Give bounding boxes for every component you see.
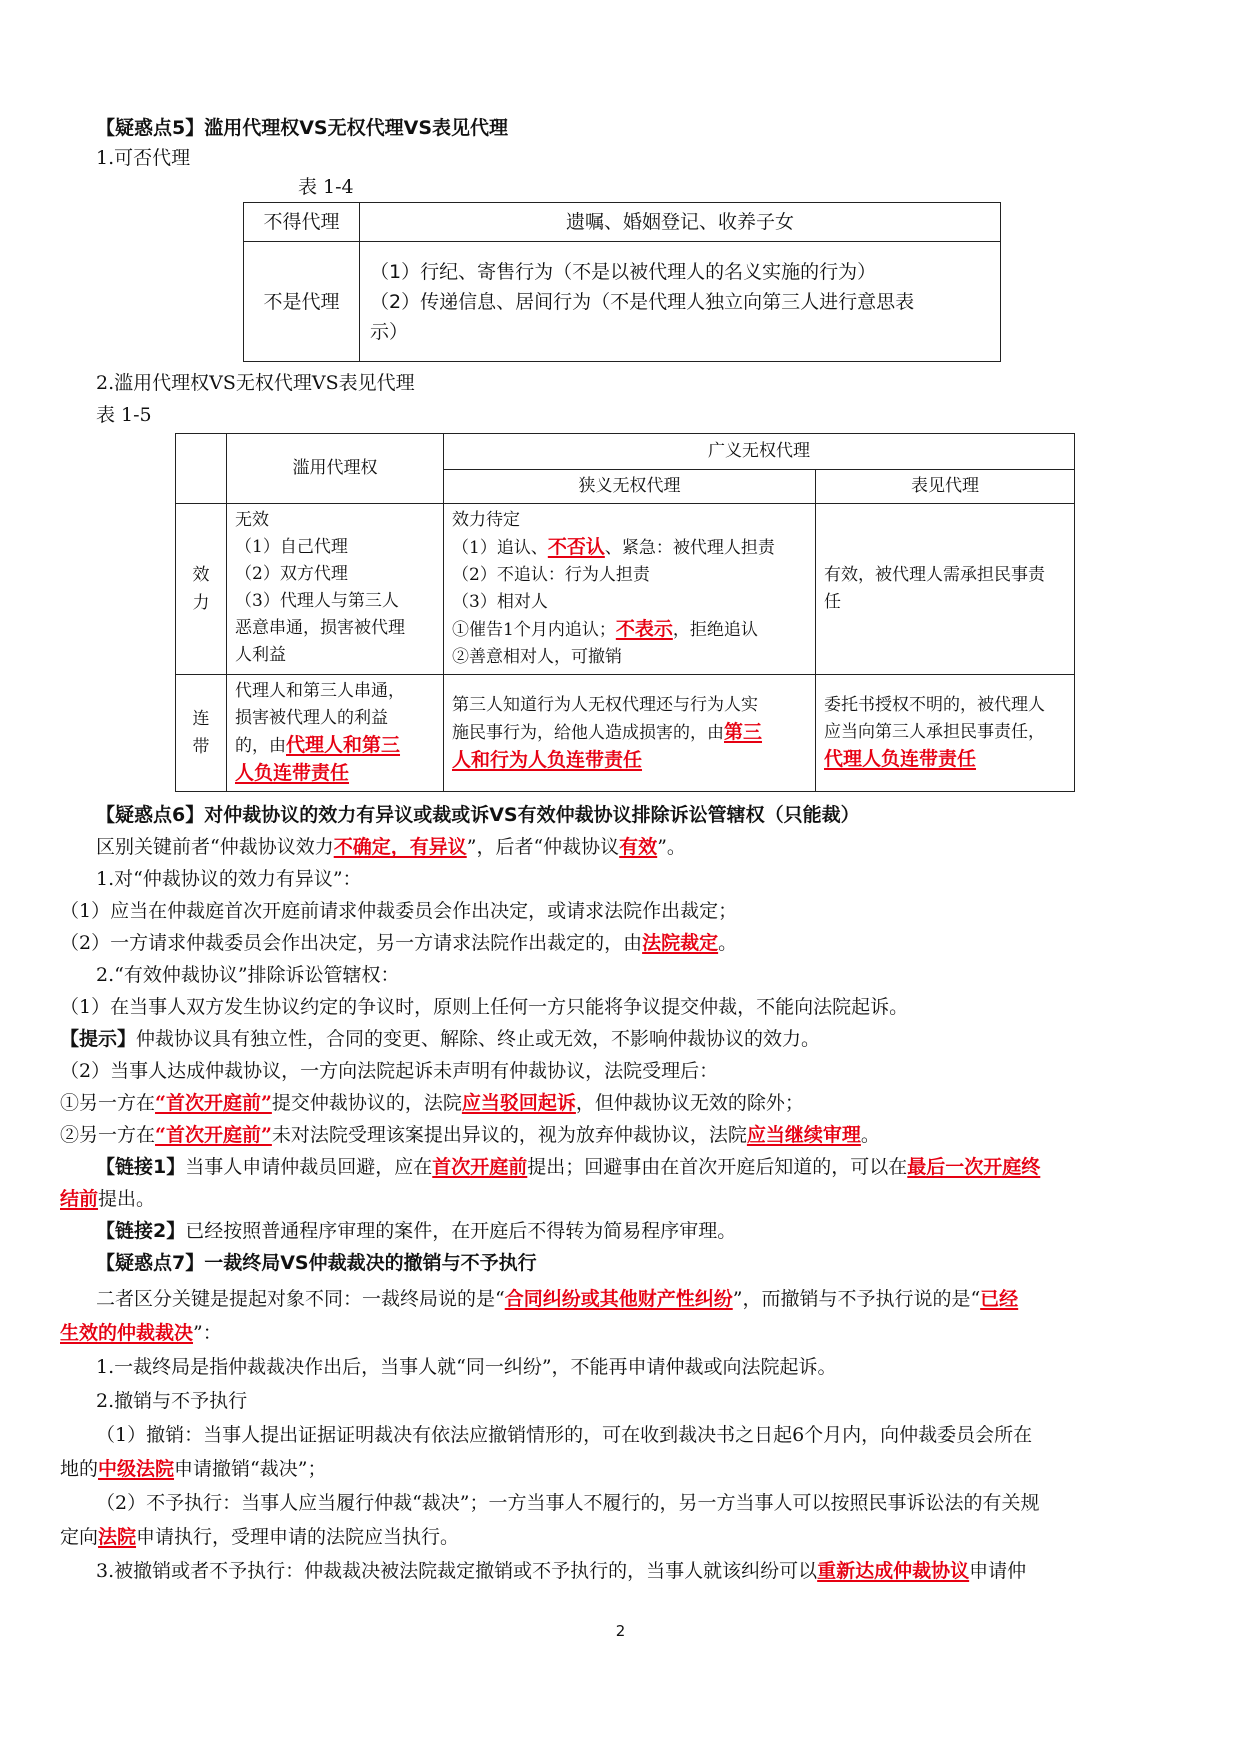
table-header-cell: 表见代理 — [816, 470, 1075, 504]
cell-line: 效力待定 — [452, 510, 520, 530]
highlight: 法院裁定 — [642, 932, 719, 954]
cell-line: （3）代理人与第三人 — [235, 591, 399, 611]
highlight: 应当继续审理 — [746, 1124, 861, 1146]
tip-label: 【提示】 — [60, 1028, 137, 1050]
row-label-text: 连带 — [192, 709, 210, 757]
cell-line: 示） — [370, 320, 409, 343]
table-cell-empty — [176, 434, 227, 504]
row-label-text: 效力 — [192, 565, 210, 613]
highlight: 代理人负连带责任 — [824, 748, 977, 770]
table-row-label — [176, 504, 227, 675]
paragraph: （1）应当在仲裁庭首次开庭前请求仲裁委员会作出决定，或请求法院作出裁定； — [60, 900, 738, 922]
table-1-4 — [243, 202, 1001, 362]
cell-line: 人利益 — [235, 645, 286, 665]
cell-line: ②善意相对人，可撤销 — [452, 647, 622, 667]
cell-line: 委托书授权不明的，被代理人 — [824, 695, 1045, 715]
cell-line — [235, 732, 435, 760]
highlight: 合同纠纷或其他财产性纠纷 — [504, 1288, 733, 1310]
highlight: 有效 — [619, 836, 658, 858]
text: 。 — [718, 932, 738, 954]
highlight: 已经 — [980, 1288, 1019, 1310]
paragraph — [60, 1184, 155, 1214]
text: ，但仲裁协议无效的除外； — [575, 1092, 804, 1114]
page-number: 2 — [615, 1622, 626, 1640]
text: 地的 — [60, 1458, 99, 1480]
table-cell — [227, 675, 444, 792]
paragraph — [96, 832, 686, 862]
table-cell — [816, 675, 1075, 792]
text: 仲裁协议具有独立性，合同的变更、解除、终止或无效，不影响仲裁协议的效力。 — [136, 1028, 821, 1050]
paragraph — [60, 1454, 326, 1484]
section-7-title: 【疑惑点7】一裁终局VS仲裁裁决的撤销与不予执行 — [96, 1252, 537, 1274]
cell-line — [452, 747, 807, 775]
table-cell — [816, 504, 1075, 675]
text: 未对法院受理该案提出异议的，视为放弃仲裁协议，法院 — [271, 1124, 747, 1146]
text: 申请撤销“裁决”； — [174, 1458, 327, 1480]
cell-line — [452, 616, 807, 644]
text: 。 — [860, 1124, 880, 1146]
cell-line — [235, 760, 435, 788]
section-6-title: 【疑惑点6】对仲裁协议的效力有异议或裁或诉VS有效仲裁协议排除诉讼管辖权（只能裁） — [96, 804, 860, 826]
highlight: 首次开庭前 — [432, 1156, 528, 1178]
text: ”。 — [657, 836, 686, 858]
text: ，拒绝追认 — [672, 620, 758, 640]
cell-line: （1）行纪、寄售行为（不是以被代理人的名义实施的行为） — [370, 260, 877, 283]
cell-line — [452, 534, 807, 562]
cell-line: 代理人和第三人串通， — [235, 681, 405, 701]
text: ①另一方在 — [60, 1092, 156, 1114]
paragraph — [60, 1120, 880, 1150]
link-label: 【链接2】 — [96, 1220, 186, 1242]
highlight: “首次开庭前” — [155, 1124, 272, 1146]
table-cell — [444, 675, 816, 792]
cell-line: 恶意串通，损害被代理 — [235, 618, 405, 638]
highlight: 中级法院 — [98, 1458, 175, 1480]
table-cell: 遗嘱、婚姻登记、收养子女 — [360, 203, 1001, 242]
text: （1）追认、 — [452, 538, 548, 558]
highlight: 第三 — [724, 720, 763, 743]
highlight: 人和行为人负连带责任 — [452, 748, 643, 771]
paragraph — [60, 1088, 804, 1118]
text: 申请执行，受理申请的法院应当执行。 — [136, 1526, 460, 1548]
paragraph: （1）撤销：当事人提出证据证明裁决有依法应撤销情形的，可在收到裁决书之日起6个月内，向仲裁委员会所在 — [96, 1424, 1033, 1446]
highlight: 重新达成仲裁协议 — [817, 1560, 970, 1582]
cell-line: （2）传递信息、居间行为（不是代理人独立向第三人进行意思表 — [370, 290, 915, 313]
table-caption: 表 1-4 — [298, 176, 354, 198]
table-cell — [360, 242, 1001, 362]
text: 提交仲裁协议的，法院 — [271, 1092, 462, 1114]
paragraph: 1.一裁终局是指仲裁裁决作出后，当事人就“同一纠纷”，不能再申请仲裁或向法院起诉。 — [96, 1356, 837, 1378]
highlight: 应当驳回起诉 — [461, 1092, 576, 1114]
highlight: 不否认 — [547, 536, 605, 558]
cell-line: 任 — [824, 592, 841, 612]
text: 施民事行为，给他人造成损害的，由 — [452, 722, 724, 743]
paragraph: 2.滥用代理权VS无权代理VS表见代理 — [96, 372, 415, 394]
text: 3.被撤销或者不予执行：仲裁裁决被法院裁定撤销或不予执行的，当事人就该纠纷可以 — [96, 1560, 818, 1582]
paragraph — [96, 1152, 1040, 1182]
text: 的，由 — [235, 736, 286, 756]
text: 二者区分关键是提起对象不同：一裁终局说的是“ — [96, 1288, 505, 1310]
text: 定向 — [60, 1526, 99, 1548]
text: 已经按照普通程序审理的案件，在开庭后不得转为简易程序审理。 — [185, 1220, 737, 1242]
table-1-5 — [175, 433, 1075, 792]
table-header-cell: 滥用代理权 — [227, 434, 444, 504]
highlight: 不确定，有异议 — [333, 836, 467, 858]
paragraph — [96, 1556, 1026, 1586]
cell-line: 损害被代理人的利益 — [235, 708, 388, 728]
cell-line: 有效，被代理人需承担民事责 — [824, 565, 1045, 585]
paragraph: 2.“有效仲裁协议”排除诉讼管辖权： — [96, 964, 400, 986]
table-cell — [444, 504, 816, 675]
paragraph — [60, 1522, 459, 1552]
cell-line — [824, 746, 1066, 774]
paragraph: （1）在当事人双方发生协议约定的争议时，原则上任何一方只能将争议提交仲裁，不能向法院起诉。 — [60, 996, 909, 1018]
highlight: 最后一次开庭终 — [907, 1156, 1041, 1178]
table-caption: 表 1-5 — [96, 404, 152, 426]
text: （2）一方请求仲裁委员会作出决定，另一方请求法院作出裁定的，由 — [60, 932, 643, 954]
table-header-cell: 广义无权代理 — [444, 434, 1075, 470]
paragraph: 1.可否代理 — [96, 147, 191, 169]
cell-line — [452, 719, 807, 747]
text: ”，后者“仲裁协议 — [466, 836, 620, 858]
highlight: 代理人和第三 — [286, 734, 401, 756]
text: ①催告1个月内追认； — [452, 620, 616, 640]
highlight: 人负连带责任 — [235, 762, 350, 784]
paragraph — [96, 1284, 1018, 1314]
cell-line: 无效 — [235, 510, 269, 530]
paragraph — [60, 928, 737, 958]
cell-line: （2）不追认：行为人担责 — [452, 565, 650, 585]
paragraph: 2.撤销与不予执行 — [96, 1390, 248, 1412]
highlight: 法院 — [98, 1526, 137, 1548]
text: ”，而撤销与不予执行说的是“ — [732, 1288, 981, 1310]
cell-line: 第三人知道行为人无权代理还与行为人实 — [452, 694, 758, 715]
paragraph — [96, 1216, 736, 1246]
cell-line: （2）双方代理 — [235, 564, 348, 584]
paragraph — [60, 1318, 222, 1348]
text: 申请仲 — [969, 1560, 1027, 1582]
table-cell: 不是代理 — [244, 242, 360, 362]
cell-line: （3）相对人 — [452, 592, 548, 612]
cell-line: （1）自己代理 — [235, 537, 348, 557]
section-5-title: 【疑惑点5】滥用代理权VS无权代理VS表见代理 — [96, 117, 508, 139]
table-cell — [227, 504, 444, 675]
text: 、紧急：被代理人担责 — [604, 538, 775, 558]
paragraph: 1.对“仲裁协议的效力有异议”： — [96, 868, 362, 890]
paragraph: （2）当事人达成仲裁协议，一方向法院起诉未声明有仲裁协议，法院受理后： — [60, 1060, 719, 1082]
highlight: 生效的仲裁裁决 — [60, 1322, 194, 1344]
text: 提出；回避事由在首次开庭后知道的，可以在 — [527, 1156, 908, 1178]
text: 提出。 — [98, 1188, 156, 1210]
text: ②另一方在 — [60, 1124, 156, 1146]
highlight: 结前 — [60, 1188, 99, 1210]
text: 当事人申请仲裁员回避，应在 — [185, 1156, 433, 1178]
table-cell: 不得代理 — [244, 203, 360, 242]
paragraph: （2）不予执行：当事人应当履行仲裁“裁决”；一方当事人不履行的，另一方当事人可以按照民事诉讼法的有关规 — [96, 1492, 1040, 1514]
link-label: 【链接1】 — [96, 1156, 186, 1178]
text: 区别关键前者“仲裁协议效力 — [96, 836, 334, 858]
cell-line: 应当向第三人承担民事责任， — [824, 722, 1045, 742]
table-row-label — [176, 675, 227, 792]
highlight: “首次开庭前” — [155, 1092, 272, 1114]
highlight: 不表示 — [615, 618, 673, 640]
table-header-cell: 狭义无权代理 — [444, 470, 816, 504]
paragraph — [60, 1024, 820, 1054]
text: ”： — [193, 1322, 222, 1344]
